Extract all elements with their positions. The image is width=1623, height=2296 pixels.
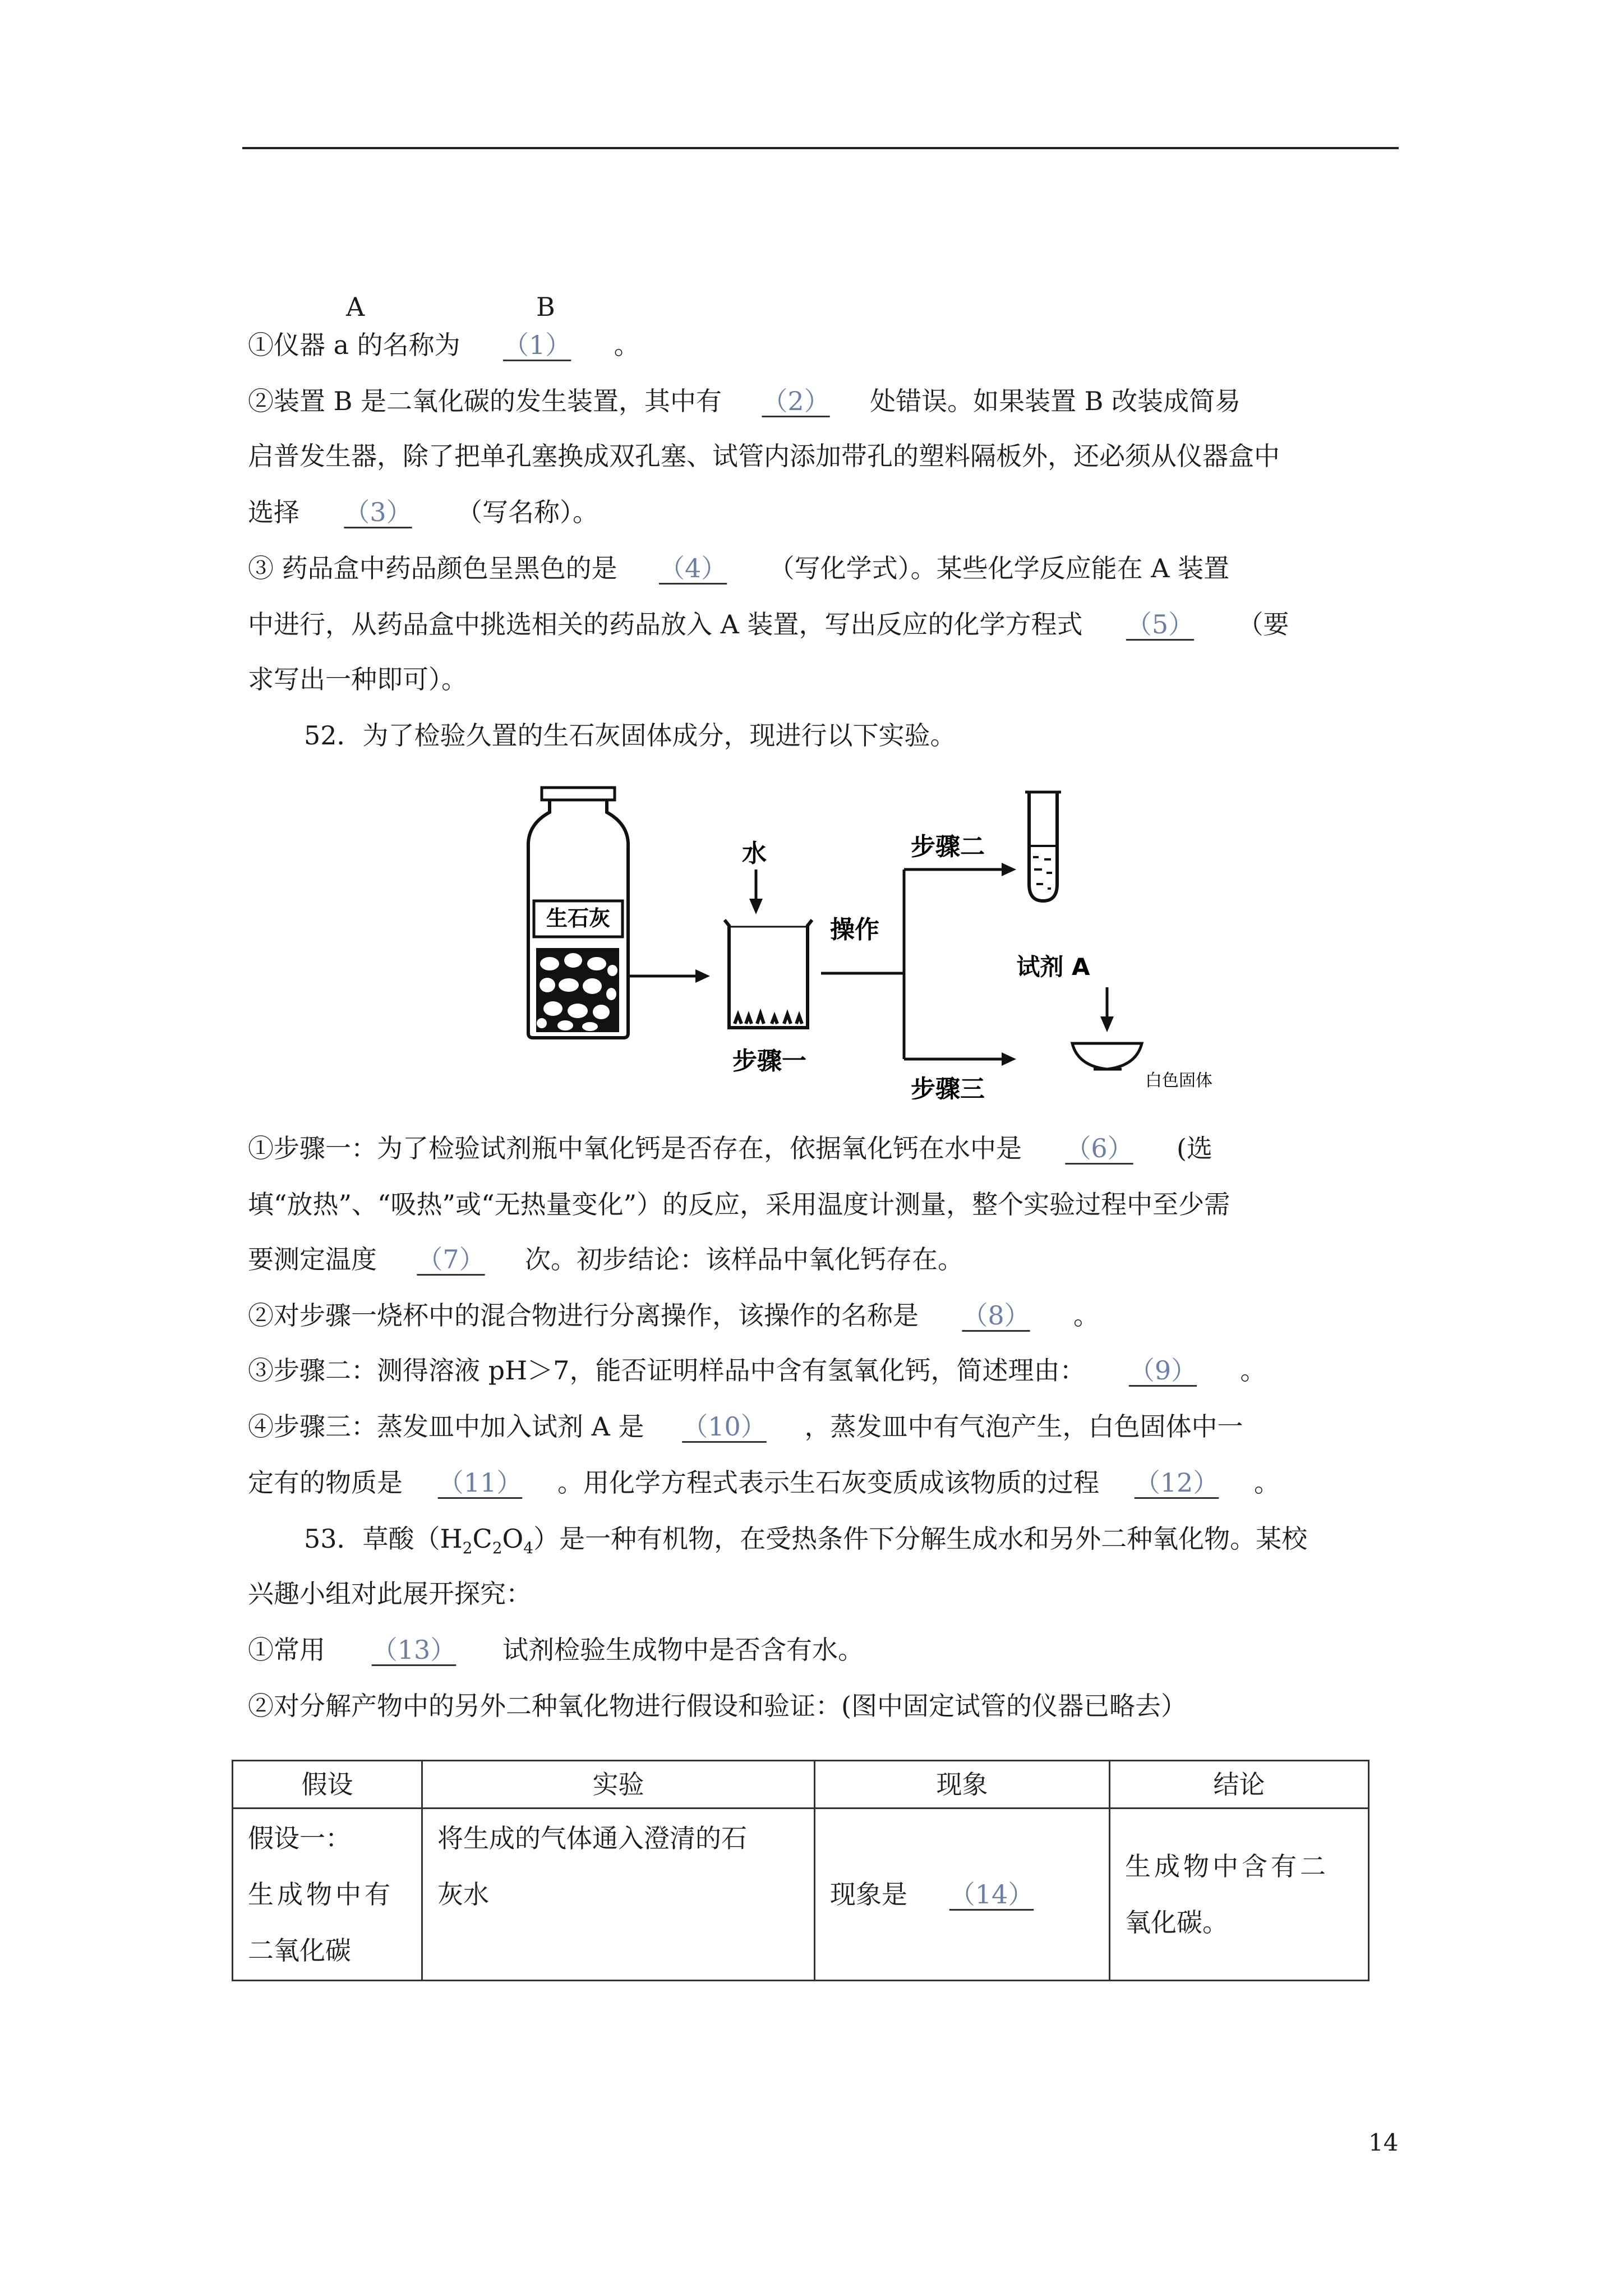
table-header-row [233, 1761, 1369, 1809]
blank-8[interactable]: （8） [962, 1300, 1030, 1331]
hypothesis-table [232, 1760, 1370, 1981]
q53-item2: ②对分解产物中的另外二种氧化物进行假设和验证：(图中固定试管的仪器已略去） [248, 1691, 1187, 1721]
experiment-diagram [522, 785, 1245, 1099]
blank-12[interactable]: （12） [1134, 1467, 1219, 1498]
table-header: 实验 [422, 1761, 815, 1809]
phenomenon-cell: 现象是 （14） [815, 1809, 1110, 1981]
blank-1[interactable]: （1） [503, 330, 571, 360]
table-header: 结论 [1110, 1761, 1369, 1809]
beaker [725, 920, 812, 1028]
q51-item3: ③ 药品盒中药品颜色呈黑色的是 （4） （写化学式）。某些化学反应能在 A 装置 [248, 553, 1230, 583]
blank-4[interactable]: （4） [658, 553, 727, 583]
page-number: 14 [1368, 2129, 1399, 2156]
q52-item1: ①步骤一：为了检验试剂瓶中氧化钙是否存在，依据氧化钙在水中是 （6） (选 [248, 1133, 1212, 1163]
conclusion-cell: 生成物中含有二 氧化碳。 [1110, 1809, 1369, 1981]
label-b: B [536, 292, 555, 322]
header-rule [242, 147, 1399, 149]
operation-label: 操作 [830, 915, 879, 944]
q51-item2-line3: 选择 （3） （写名称）。 [248, 497, 598, 527]
step3-label: 步骤三 [911, 1075, 985, 1099]
blank-9[interactable]: （9） [1128, 1355, 1197, 1386]
table-header: 假设 [233, 1761, 422, 1809]
hypothesis-cell: 假设一： 生成物中有 二氧化碳 [233, 1809, 422, 1981]
q52-stem: 52．为了检验久置的生石灰固体成分，现进行以下实验。 [304, 720, 956, 751]
reagent-bottle [528, 788, 628, 1038]
table-header: 现象 [815, 1761, 1110, 1809]
step2-label: 步骤二 [911, 832, 985, 861]
blank-6[interactable]: （6） [1065, 1133, 1133, 1163]
blank-5[interactable]: （5） [1126, 609, 1195, 639]
blank-7[interactable]: （7） [417, 1244, 485, 1274]
q51-item1: ①仪器 a 的名称为 （1） 。 [248, 330, 640, 360]
test-tube [1025, 792, 1061, 901]
q52-item3: ③步骤二：测得溶液 pH＞7，能否证明样品中含有氢氧化钙，简述理由： （9） 。 [248, 1355, 1266, 1386]
q52-item1-line2: 填“放热”、“吸热”或“无热量变化”）的反应，采用温度计测量，整个实验过程中至少需 [248, 1189, 1230, 1220]
q51-item2: ②装置 B 是二氧化碳的发生装置，其中有 （2） 处错误。如果装置 B 改装成简易 [248, 386, 1241, 416]
white-solid-label: 白色固体 [1145, 1071, 1212, 1091]
q51-item3-line2: 中进行，从药品盒中挑选相关的药品放入 A 装置，写出反应的化学方程式 （5） （要 [248, 609, 1289, 639]
blank-2[interactable]: （2） [762, 386, 830, 416]
blank-10[interactable]: （10） [682, 1411, 767, 1442]
bottle-label: 生石灰 [546, 906, 611, 931]
blank-11[interactable]: （11） [437, 1467, 523, 1498]
q53-stem: 53．草酸$(H_2C_2O_4)$是一种有机物，在受热条件下分解生成水和另外二种氧化物。某校 [304, 1524, 1308, 1558]
blank-3[interactable]: （3） [344, 497, 412, 527]
blank-13[interactable]: （13） [371, 1635, 457, 1665]
q53-item1: ①常用 （13） 试剂检验生成物中是否含有水。 [248, 1635, 864, 1665]
q52-item2: ②对步骤一烧杯中的混合物进行分离操作，该操作的名称是 （8） 。 [248, 1300, 1099, 1331]
step1-label: 步骤一 [732, 1047, 806, 1075]
q51-item3-line3: 求写出一种即可）。 [248, 664, 467, 694]
evaporating-dish [1072, 1043, 1142, 1069]
q51-item2-line2: 启普发生器，除了把单孔塞换成双孔塞、试管内添加带孔的塑料隔板外，还必须从仪器盒中 [248, 441, 1280, 471]
table-row [233, 1809, 1369, 1981]
label-a: A [346, 292, 365, 322]
q52-item4-line2: 定有的物质是 （11） 。用化学方程式表示生石灰变质成该物质的过程 （12） 。 [248, 1467, 1280, 1498]
experiment-cell: 将生成的气体通入澄清的石 灰水 [422, 1809, 815, 1981]
q52-item4: ④步骤三：蒸发皿中加入试剂 A 是 （10） ，蒸发皿中有气泡产生，白色固体中一 [248, 1411, 1243, 1442]
q53-stem-line2: 兴趣小组对此展开探究： [248, 1579, 532, 1609]
reagent-a-label: 试剂 A [1016, 953, 1090, 981]
q52-item1-line3: 要测定温度 （7） 次。初步结论：该样品中氧化钙存在。 [248, 1244, 963, 1274]
blank-14[interactable]: （14） [949, 1879, 1034, 1910]
water-label: 水 [742, 839, 767, 868]
